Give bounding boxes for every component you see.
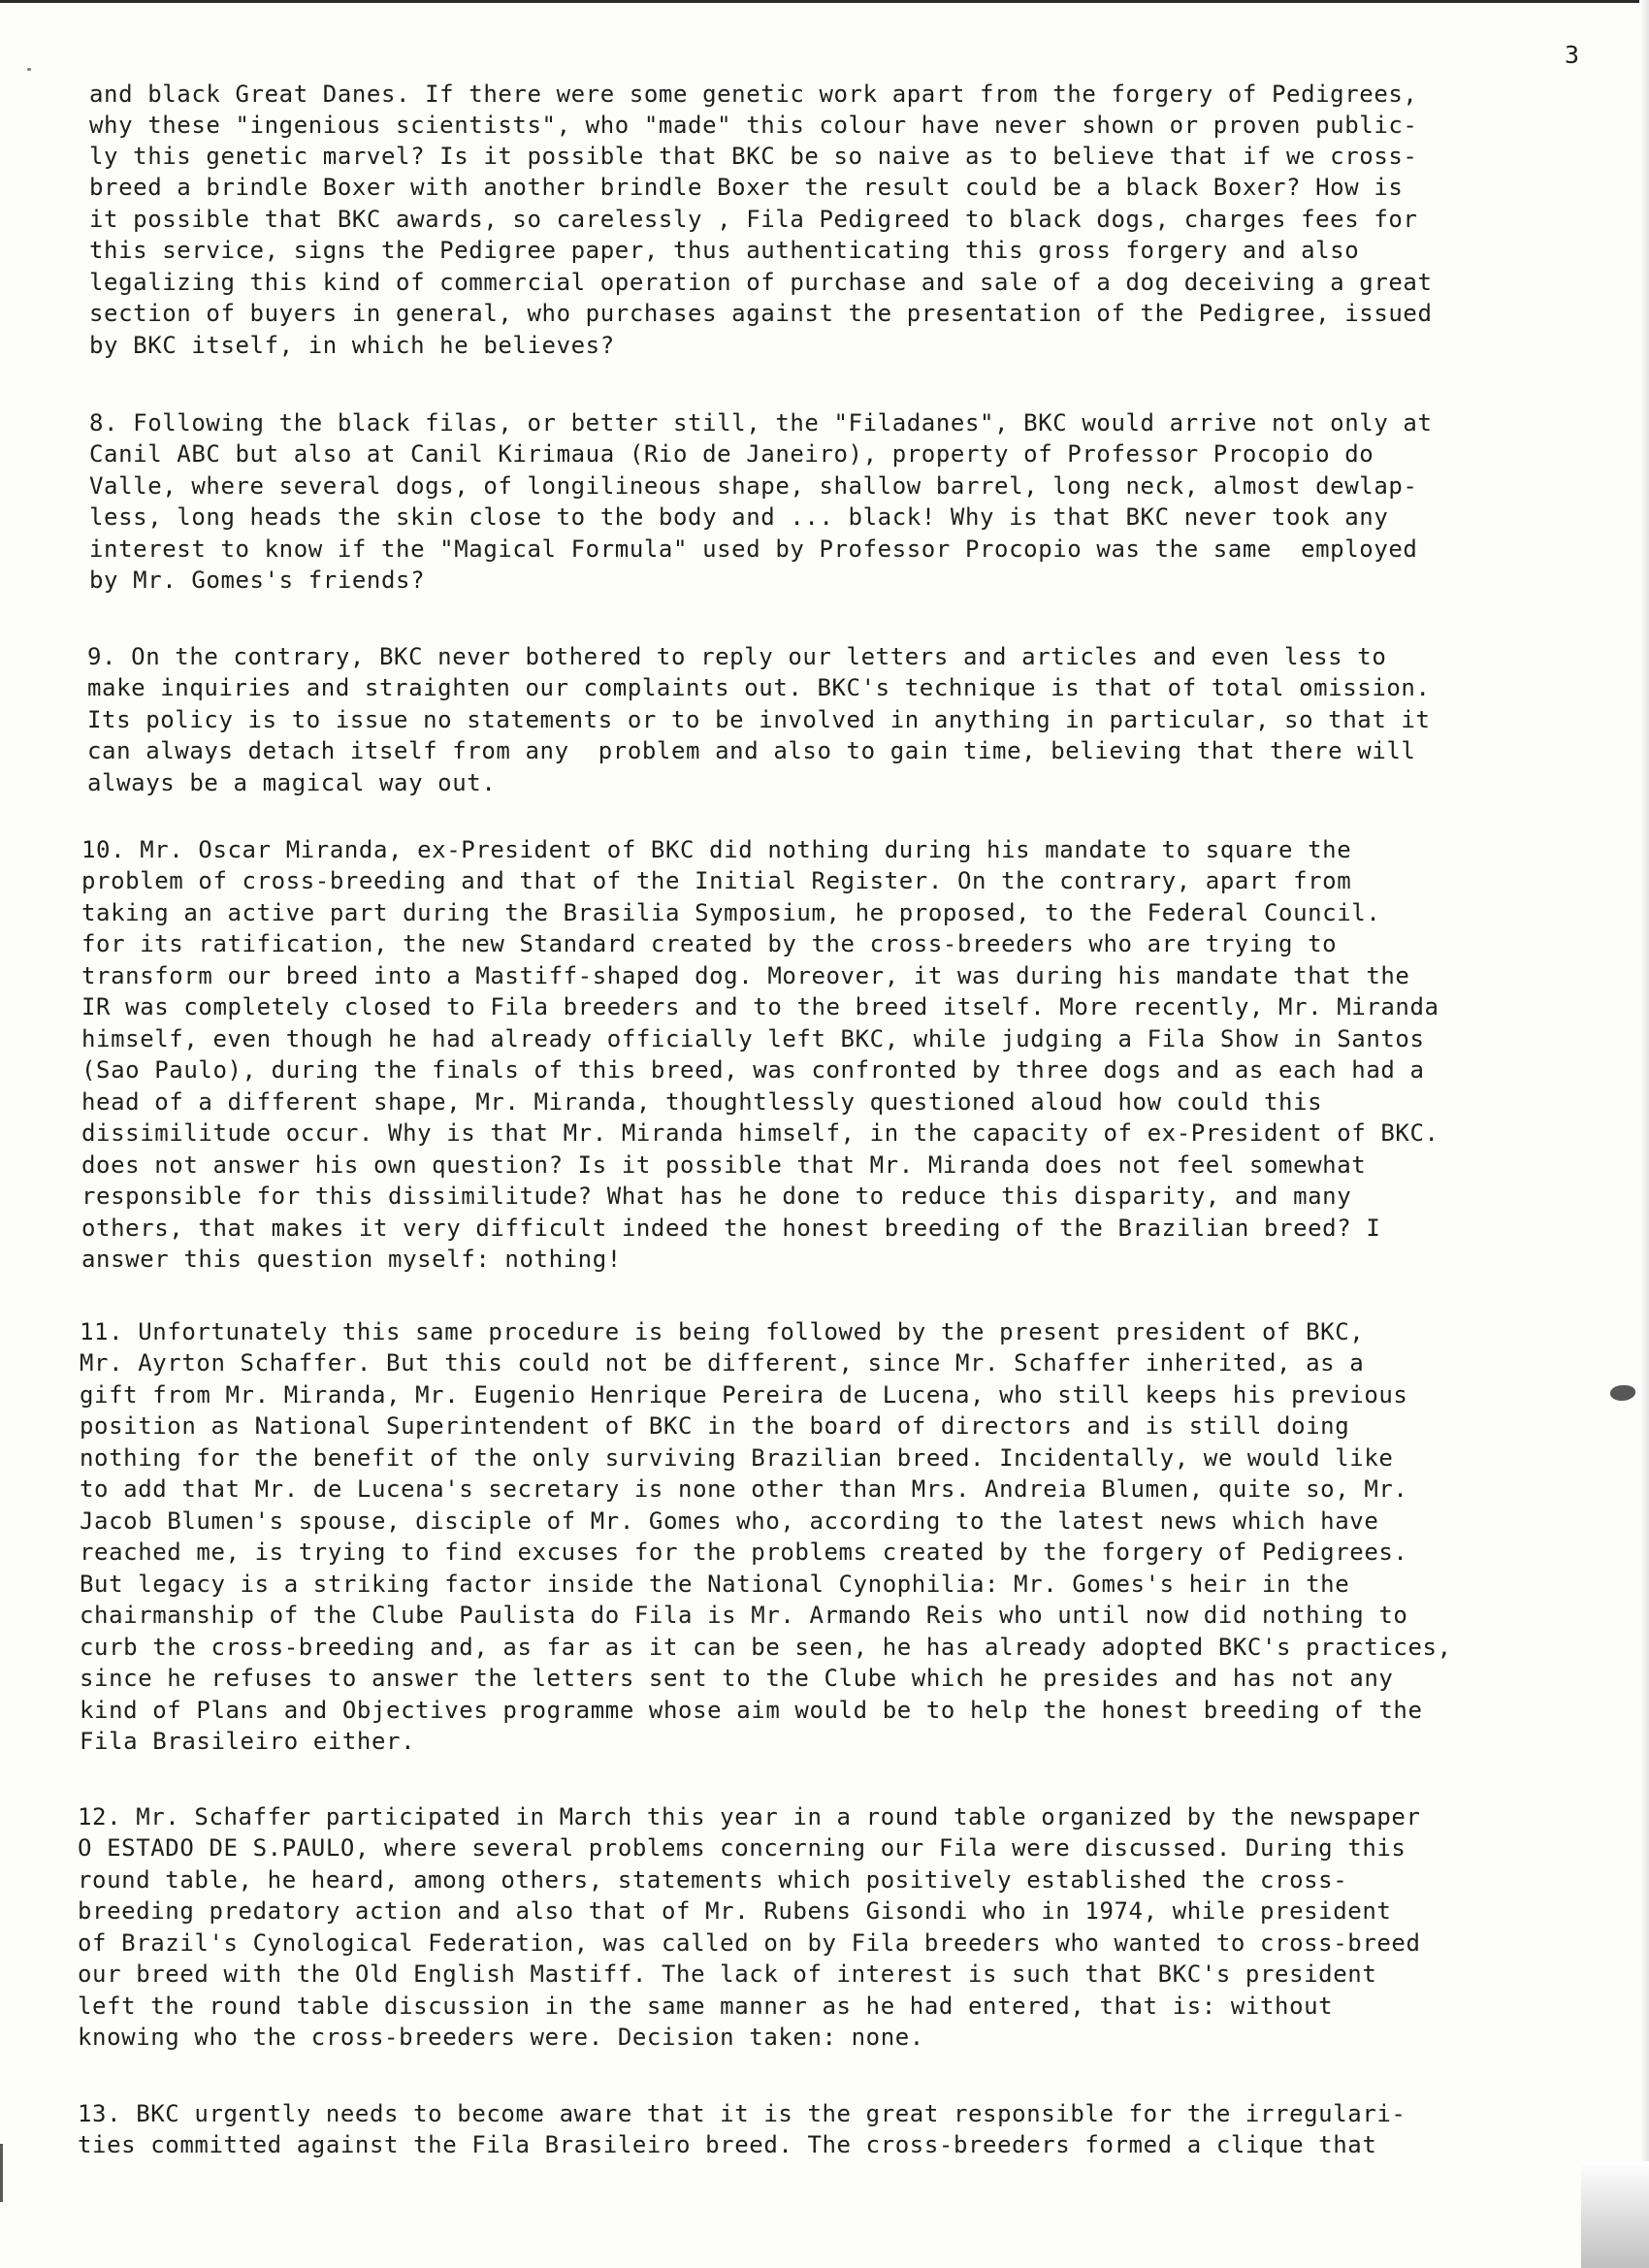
text-line: Canil ABC but also at Canil Kirimaua (Rio de Janeiro), property of Professor Procopio do: [89, 440, 1374, 468]
text-line: dissimilitude occur. Why is that Mr. Miranda himself, in the capacity of ex-President of BKC.: [81, 1119, 1439, 1147]
text-line: can always detach itself from any problem and also to gain time, believing that there will: [87, 737, 1416, 764]
text-line: transform our breed into a Mastiff-shaped dog. Moreover, it was during his mandate that the: [81, 962, 1410, 989]
text-line: Its policy is to issue no statements or to be involved in anything in particular, so that it: [87, 706, 1431, 733]
text-line: our breed with the Old English Mastiff. The lack of interest is such that BKC's president: [78, 1960, 1377, 1988]
text-line: breed a brindle Boxer with another brindle Boxer the result could be a black Boxer? How is: [89, 174, 1404, 201]
text-line: head of a different shape, Mr. Miranda, thoughtlessly questioned aloud how could this: [81, 1088, 1323, 1116]
text-line: ties committed against the Fila Brasileiro breed. The cross-breeders formed a clique that: [78, 2131, 1377, 2158]
text-line: 11. Unfortunately this same procedure is being followed by the present president of BKC,: [80, 1318, 1365, 1345]
scan-right-shadow: [1639, 0, 1649, 2268]
text-line: 10. Mr. Oscar Miranda, ex-President of BKC did nothing during his mandate to square the: [81, 836, 1352, 863]
text-line: curb the cross-breeding and, as far as it can be seen, he has already adopted BKC's practices,: [80, 1634, 1452, 1661]
text-line: kind of Plans and Objectives programme whose aim would be to help the honest breeding of the: [80, 1697, 1423, 1724]
text-line: interest to know if the "Magical Formula" used by Professor Procopio was the same employed: [89, 535, 1418, 563]
text-line: problem of cross-breeding and that of the Initial Register. On the contrary, apart from: [81, 867, 1352, 894]
scan-corner-shadow: [1581, 2161, 1649, 2268]
text-line: since he refuses to answer the letters sent to the Clube which he presides and has not any: [80, 1665, 1394, 1692]
text-line: nothing for the benefit of the only surviving Brazilian breed. Incidentally, we would like: [80, 1444, 1394, 1472]
scan-left-mark: [0, 2144, 3, 2202]
text-line: 8. Following the black filas, or better still, the "Filadanes", BKC would arrive not only at: [89, 409, 1433, 437]
text-line: why these "ingenious scientists", who "made" this colour have never shown or proven public-: [89, 112, 1418, 139]
text-line: and black Great Danes. If there were some genetic work apart from the forgery of Pedigrees,: [89, 81, 1418, 108]
text-line: Valle, where several dogs, of longilineous shape, shallow barrel, long neck, almost dewlap-: [89, 472, 1418, 500]
scan-top-edge: [0, 0, 1649, 3]
ink-speck: [27, 68, 31, 71]
text-line: 12. Mr. Schaffer participated in March this year in a round table organized by the newspaper: [78, 1803, 1421, 1831]
text-line: it possible that BKC awards, so carelessly , Fila Pedigreed to black dogs, charges fees for: [89, 206, 1418, 233]
text-line: position as National Superintendent of BKC in the board of directors and is still doing: [80, 1412, 1350, 1440]
text-line: legalizing this kind of commercial operation of purchase and sale of a dog deceiving a great: [89, 269, 1433, 296]
text-line: 9. On the contrary, BKC never bothered to reply our letters and articles and even less to: [87, 643, 1387, 670]
text-line: others, that makes it very difficult indeed the honest breeding of the Brazilian breed? I: [81, 1215, 1381, 1242]
text-line: But legacy is a striking factor inside the National Cynophilia: Mr. Gomes's heir in the: [80, 1571, 1350, 1598]
text-line: this service, signs the Pedigree paper, thus authenticating this gross forgery and also: [89, 237, 1360, 264]
text-line: O ESTADO DE S.PAULO, where several problems concerning our Fila were discussed. During this: [78, 1834, 1406, 1862]
text-line: chairmanship of the Clube Paulista do Fila is Mr. Armando Reis who until now did nothing to: [80, 1602, 1408, 1629]
text-line: by BKC itself, in which he believes?: [89, 332, 615, 359]
text-line: left the round table discussion in the same manner as he had entered, that is: without: [78, 1993, 1334, 2020]
text-line: round table, he heard, among others, statements which positively established the cross-: [78, 1866, 1348, 1894]
text-line: responsible for this dissimilitude? What has he done to reduce this disparity, and many: [81, 1183, 1352, 1210]
text-line: breeding predatory action and also that of Mr. Rubens Gisondi who in 1974, while president: [78, 1897, 1392, 1925]
text-line: himself, even though he had already officially left BKC, while judging a Fila Show in Santos: [81, 1025, 1425, 1053]
ink-smudge: [1610, 1385, 1635, 1401]
text-line: by Mr. Gomes's friends?: [89, 567, 426, 594]
text-line: for its ratification, the new Standard created by the cross-breeders who are trying to: [81, 930, 1338, 957]
text-line: taking an active part during the Brasilia Symposium, he proposed, to the Federal Council.: [81, 899, 1381, 926]
text-line: make inquiries and straighten our complaints out. BKC's technique is that of total omission.: [87, 674, 1431, 701]
text-line: reached me, is trying to find excuses for the problems created by the forgery of Pedigrees.: [80, 1539, 1408, 1566]
text-line: section of buyers in general, who purchases against the presentation of the Pedigree, issued: [89, 300, 1433, 327]
text-line: (Sao Paulo), during the finals of this breed, was confronted by three dogs and as each had a: [81, 1056, 1425, 1084]
text-line: of Brazil's Cynological Federation, was called on by Fila breeders who wanted to cross-breed: [78, 1929, 1421, 1957]
text-line: knowing who the cross-breeders were. Decision taken: none.: [78, 2024, 924, 2051]
text-line: to add that Mr. de Lucena's secretary is none other than Mrs. Andreia Blumen, quite so, Mr.: [80, 1475, 1408, 1503]
text-line: ly this genetic marvel? Is it possible that BKC be so naive as to believe that if we cross-: [89, 143, 1418, 170]
text-line: IR was completely closed to Fila breeders and to the breed itself. More recently, Mr. Miranda: [81, 993, 1439, 1021]
text-line: Mr. Ayrton Schaffer. But this could not be different, since Mr. Schaffer inherited, as a: [80, 1349, 1365, 1377]
text-line: less, long heads the skin close to the body and ... black! Why is that BKC never took any: [89, 503, 1389, 531]
text-line: always be a magical way out.: [87, 769, 497, 796]
text-line: Fila Brasileiro either.: [80, 1728, 416, 1755]
text-line: answer this question myself: nothing!: [81, 1246, 622, 1273]
text-line: Jacob Blumen's spouse, disciple of Mr. Gomes who, according to the latest news which have: [80, 1507, 1379, 1535]
page-number: 3: [1565, 41, 1580, 69]
text-line: 13. BKC urgently needs to become aware that it is the great responsible for the irregulari-: [78, 2100, 1406, 2127]
text-line: does not answer his own question? Is it possible that Mr. Miranda does not feel somewhat: [81, 1151, 1367, 1179]
text-line: gift from Mr. Miranda, Mr. Eugenio Henrique Pereira de Lucena, who still keeps his previous: [80, 1381, 1408, 1409]
